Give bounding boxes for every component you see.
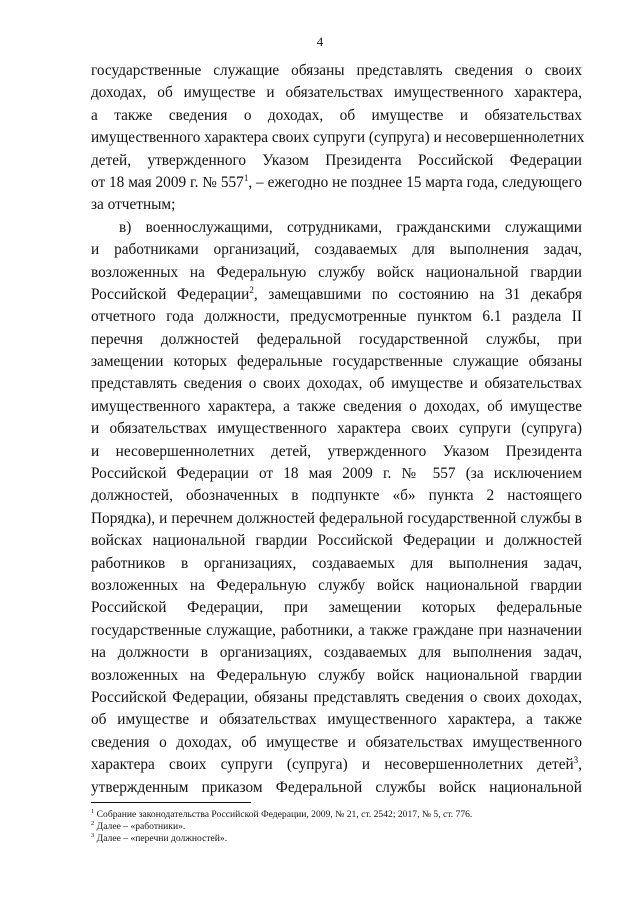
text-line: Российской Федерации от 18 мая 2009 г. № 557 (за исключением: [91, 465, 582, 483]
footnotes: [91, 809, 582, 845]
text-line: Порядка), и перечнем должностей федеральной государственной службы в: [91, 509, 582, 527]
text-line: детей, утвержденного Указом Президента Российской Федерации: [91, 151, 582, 169]
text-line: работников в организациях, создаваемых для выполнения задач,: [91, 554, 582, 572]
text-line: сведения о доходах, об имуществе и обязательствах имущественного: [91, 733, 582, 751]
footnote-number: 2: [91, 820, 95, 827]
text-line: и работниками организаций, создаваемых для выполнения задач,: [91, 241, 582, 259]
text-line-with-footnote-ref: [91, 754, 582, 776]
footnote-reference: 2: [249, 284, 254, 295]
text-line: доходах, об имуществе и обязательствах имущественного характера,: [91, 84, 582, 102]
page-number: 4: [316, 34, 324, 49]
text-fragment: Российской Федерации: [91, 285, 250, 303]
text-line: отчетного года должности, предусмотренные пунктом 6.1 раздела II: [91, 308, 582, 326]
text-line: возложенных на Федеральную службу войск национальной гвардии: [91, 666, 582, 684]
text-line: имущественного характера, а также сведения о доходах, об имуществе: [91, 397, 582, 415]
footnote-divider: [91, 802, 251, 803]
paragraph-2: [91, 217, 582, 799]
footnote-reference: 1: [243, 172, 249, 183]
text-line: возложенных на Федеральную службу войск национальной гвардии: [91, 576, 582, 594]
text-line: государственные служащие, работники, а также граждане при назначении: [91, 621, 582, 639]
text-line: и обязательствах имущественного характера своих супруги (супруга): [91, 420, 582, 438]
text-line: должностей, обозначенных в подпункте «б» пункта 2 настоящего: [91, 487, 582, 505]
text-line: утвержденным приказом Федеральной службы войск национальной: [91, 778, 582, 796]
text-line-with-footnote-ref: [91, 172, 582, 194]
text-fragment: , замещавшими по состоянию на 31 декабря: [253, 285, 583, 303]
footnote: [91, 809, 582, 821]
footnote-number: 3: [91, 832, 95, 839]
text-line: представлять сведения о своих доходах, об имуществе и обязательствах: [91, 375, 582, 393]
text-line: в) военнослужащими, сотрудниками, гражданскими служащими: [119, 218, 582, 236]
text-line: государственные служащие обязаны представлять сведения о своих: [91, 62, 582, 79]
text-line: перечня должностей федеральной государственной службы, при: [91, 330, 582, 348]
footnote-reference: 3: [573, 755, 579, 766]
text-line: возложенных на Федеральную службу войск национальной гвардии: [91, 263, 582, 281]
text-fragment: ,: [578, 756, 582, 774]
text-line: а также сведения о доходах, об имуществе и обязательствах: [91, 106, 582, 124]
body-text: [91, 60, 585, 799]
text-line: войсках национальной гвардии Российской Федерации и должностей: [91, 532, 582, 550]
footnote-number: 1: [91, 808, 95, 815]
paragraph-1: [91, 60, 585, 217]
text-line-with-footnote-ref: [91, 284, 582, 306]
text-line: Российской Федерации, обязаны представлять сведения о своих доходах,: [91, 688, 582, 706]
text-line: об имуществе и обязательствах имущественного характера, а также: [91, 711, 582, 729]
text-line: имущественного характера своих супруги (супруга) и несовершеннолетних: [91, 129, 585, 147]
footnote-text: Далее – «работники».: [96, 821, 186, 832]
text-fragment: , – ежегодно не позднее 15 марта года, следующего: [248, 173, 583, 191]
text-line: Российской Федерации, при замещении которых федеральные: [91, 599, 582, 617]
footnote: [91, 833, 582, 845]
footnote: [91, 821, 582, 833]
text-line: на должности в организациях, создаваемых для выполнения задач,: [91, 644, 582, 662]
footnote-text: Собрание законодательства Российской Федерации, 2009, № 21, ст. 2542; 2017, № 5, ст. 776.: [96, 809, 473, 820]
text-fragment: характера своих супруги (супруга) и несовершеннолетних детей: [91, 756, 574, 774]
text-line: и несовершеннолетних детей, утвержденного Указом Президента: [91, 442, 582, 460]
text-line: замещении которых федеральные государственные служащие обязаны: [91, 353, 582, 371]
text-fragment: от 18 мая 2009 г. № 557: [91, 173, 244, 191]
text-line: за отчетным;: [91, 196, 176, 214]
footnote-text: Далее – «перечни должностей».: [96, 833, 228, 844]
